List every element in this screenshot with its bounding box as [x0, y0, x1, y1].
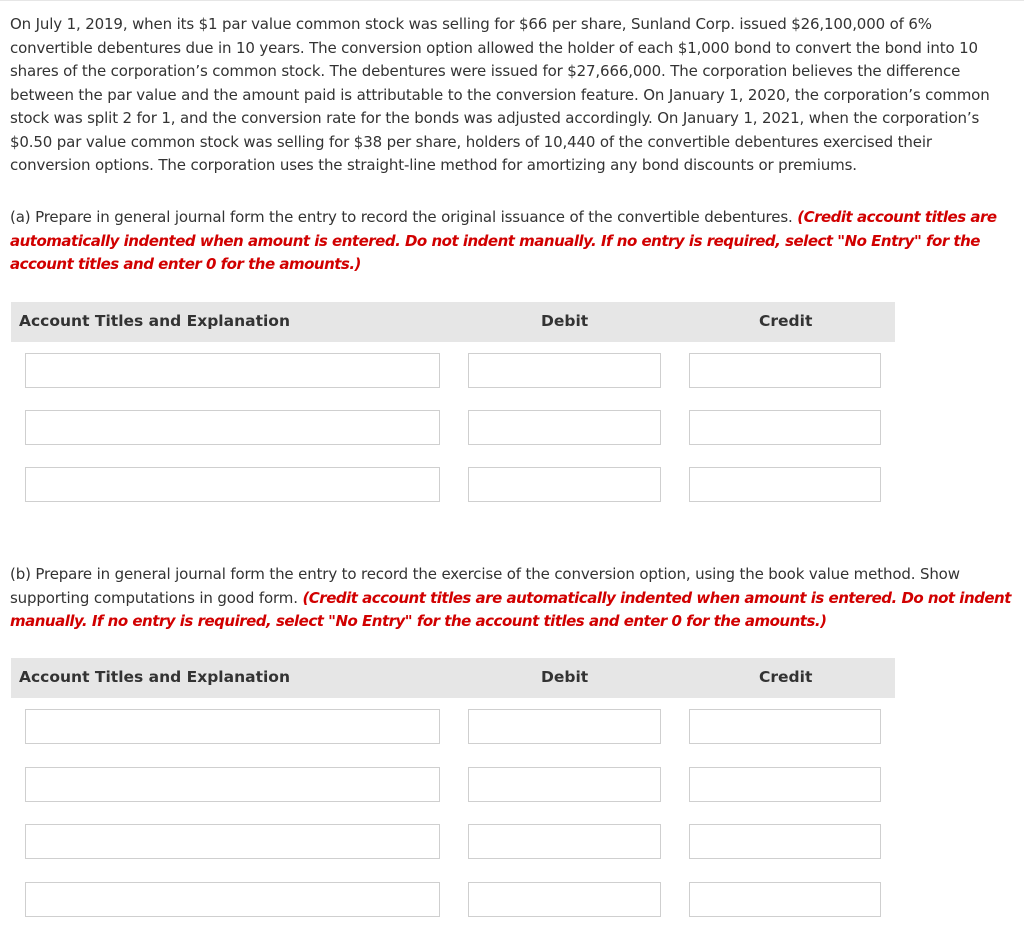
debit-header: Debit	[541, 312, 589, 330]
problem-statement: On July 1, 2019, when its $1 par value common stock was selling for $66 per share, Sunland Corp. issued $26,100,000 of 6% convertible debentures due in 10 years. The conversion option allowed the holder of each $1,000 bond to convert the bond into 10 shares of the corporation’s common stock. The debentures were issued for $27,666,000. The corporation believes the difference between the par value and the amount paid is attributable to the conversion feature. On January 1, 2020, the corporation’s common stock was split 2 for 1, and the conversion rate for the bonds was adjusted accordingly. On January 1, 2021, when the corporation’s $0.50 par value common stock was selling for $38 per share, holders of 10,440 of the convertible debentures exercised their conversion options. The corporation uses the straight-line method for amortizing any bond discounts or premiums.	[10, 15, 990, 174]
part-b-row-1-credit-input[interactable]	[689, 709, 881, 744]
part-b-row-1-account-input[interactable]	[25, 709, 440, 744]
part-a-row-3-debit-input[interactable]	[468, 467, 661, 502]
part-a-label: (a)	[10, 208, 31, 226]
account-titles-header: Account Titles and Explanation	[19, 668, 290, 686]
part-a-instruction: (Credit account titles are automatically indented when amount is entered. Do not indent manually. If no entry is required, select "No Entry" for the account titles and enter 0 for the amounts.)	[10, 208, 997, 273]
part-a-row-2-account-input[interactable]	[25, 410, 440, 445]
part-b-instruction: (Credit account titles are automatically indented when amount is entered. Do not indent manually. If no entry is required, select "No Entry" for the account titles and enter 0 for the amounts.)	[10, 588, 1011, 630]
part-b-row-2-debit-input[interactable]	[468, 767, 661, 802]
part-a-row-3-credit-input[interactable]	[689, 467, 881, 502]
part-a-row-1-debit-input[interactable]	[468, 353, 661, 388]
part-a-row-1-credit-input[interactable]	[689, 353, 881, 388]
part-b-row-4-credit-input[interactable]	[689, 882, 881, 917]
credit-header: Credit	[759, 668, 813, 686]
part-a-row-1-account-input[interactable]	[25, 353, 440, 388]
part-a-prompt	[10, 206, 1012, 277]
part-b-row-2-account-input[interactable]	[25, 767, 440, 802]
debit-header: Debit	[541, 668, 589, 686]
part-b-row-2-credit-input[interactable]	[689, 767, 881, 802]
top-divider	[0, 0, 1024, 1]
part-b-table-header	[11, 658, 895, 698]
account-titles-header: Account Titles and Explanation	[19, 312, 290, 330]
part-a-row-3-account-input[interactable]	[25, 467, 440, 502]
part-b-row-1-debit-input[interactable]	[468, 709, 661, 744]
part-a-text: Prepare in general journal form the entry to record the original issuance of the convertible debentures.	[30, 208, 798, 226]
part-a-row-2-debit-input[interactable]	[468, 410, 661, 445]
part-b-prompt	[10, 563, 1012, 634]
part-b-label: (b)	[10, 565, 31, 583]
part-b-row-4-debit-input[interactable]	[468, 882, 661, 917]
part-b-row-3-account-input[interactable]	[25, 824, 440, 859]
part-b-row-4-account-input[interactable]	[25, 882, 440, 917]
part-b-row-3-credit-input[interactable]	[689, 824, 881, 859]
part-a-row-2-credit-input[interactable]	[689, 410, 881, 445]
credit-header: Credit	[759, 312, 813, 330]
part-b-text: Prepare in general journal form the entry to record the exercise of the conversion option, using the book value method. Show supporting computations in good form.	[10, 565, 960, 607]
part-a-table-header	[11, 302, 895, 342]
part-b-row-3-debit-input[interactable]	[468, 824, 661, 859]
